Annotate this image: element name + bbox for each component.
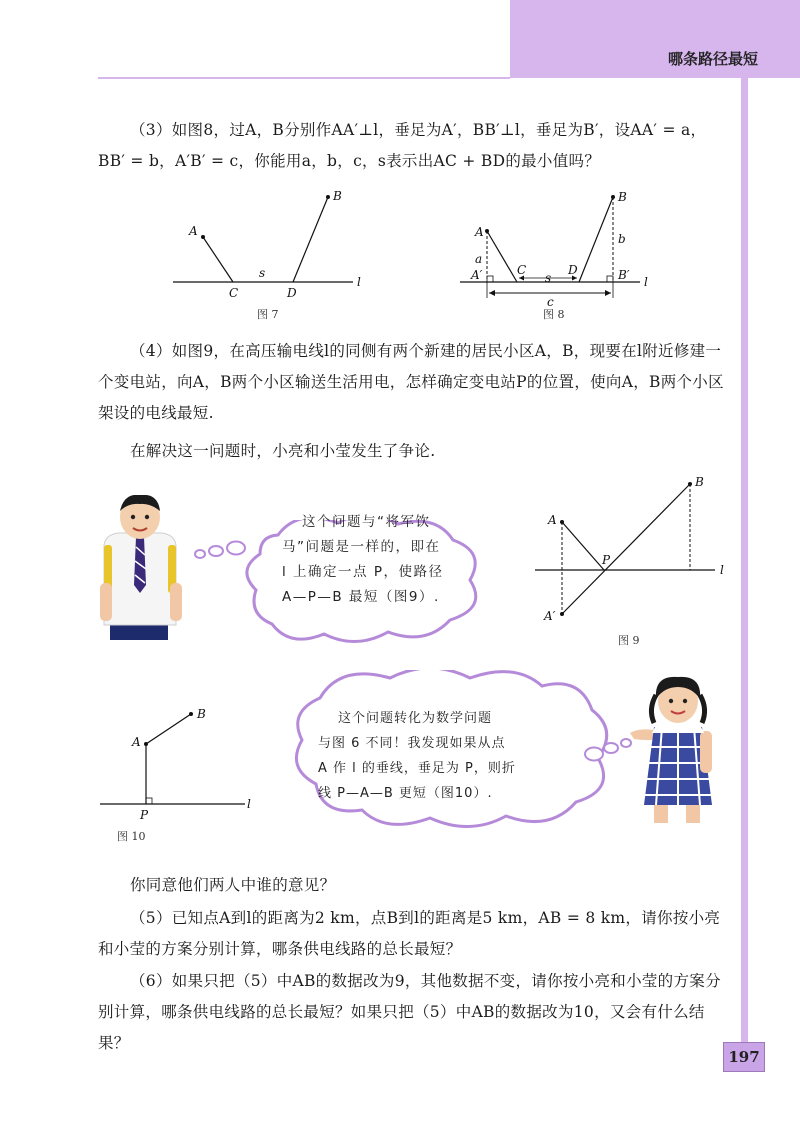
figure-8 [455,185,665,325]
cloud-line: 与图 6 不同！我发现如果从点 [318,736,506,751]
fig7-label-a: A [189,224,198,238]
cloud-text-xiaoliang [282,510,512,610]
cloud-line: 马”问题是一样的，即在 [282,539,441,555]
paragraph-question-3: （3）如图8，过A，B分别作AA′⊥l，垂足为A′，BB′⊥l，垂足为B′，设AA′ = a，BB′ = b，A′B′ = c，你能用a，b，c，s表示出AC + BD的最小值吗？ [98,121,707,170]
fig9-label-a-prime: A′ [544,609,556,623]
fig8-label-b-prime: B′ [618,268,630,282]
fig9-caption: 图 9 [618,634,640,647]
fig9-label-l: l [720,563,724,577]
paragraph-agree-question: 你同意他们两人中谁的意见？ [130,876,336,894]
fig10-label-b: B [197,707,206,721]
cloud-line: 线 P—A—B 更短（图10）. [318,786,493,801]
fig8-label-small-a: a [475,252,483,266]
fig7-label-b: B [333,189,342,203]
girl-xiaoying-illustration [630,675,730,823]
fig7-label-c: C [229,286,239,300]
fig8-label-d: D [568,263,578,277]
paragraph-dispute: 在解决这一问题时，小亮和小莹发生了争论. [130,442,436,460]
fig8-label-l: l [644,275,648,289]
fig8-label-c: C [517,263,527,277]
fig9-label-a: A [548,513,557,527]
boy-xiaoliang-illustration [100,495,182,640]
cloud-text-xiaoying [318,706,606,806]
figure-10 [95,700,265,850]
paragraph-question-6: （6）如果只把（5）中AB的数据改为9，其他数据不变，请你按小亮和小莹的方案分别计算，哪条供电线路的总长最短？如果只把（5）中AB的数据改为10，又会有什么结果？ [98,972,721,1052]
fig7-label-s: s [259,266,266,280]
cloud-line: l 上确定一点 P，使路径 [282,564,444,580]
fig8-label-s: s [545,271,552,285]
fig8-label-a-prime: A′ [471,268,483,282]
fig10-label-a: A [132,735,141,749]
cloud-line: A—P—B 最短（图9）. [282,589,440,605]
cloud-line: A 作 l 的垂线，垂足为 P，则折 [318,761,516,776]
fig10-label-p: P [140,808,149,822]
fig10-label-l: l [247,797,251,811]
fig7-caption: 图 7 [257,308,279,321]
fig8-label-b: B [618,190,627,204]
fig10-caption: 图 10 [117,830,146,843]
figure-7 [165,185,375,325]
fig8-label-small-b: b [618,232,626,246]
fig8-label-a: A [475,225,484,239]
header-rule [98,77,510,79]
fig7-label-d: D [287,286,297,300]
fig8-label-small-c: c [547,295,554,309]
fig9-label-b: B [695,475,704,489]
fig7-label-l: l [357,275,361,289]
chapter-title: 哪条路径最短 [667,50,758,68]
fig9-label-p: P [602,553,611,567]
page-number: 197 [723,1042,765,1072]
paragraph-question-5: （5）已知点A到l的距离为2 km，点B到l的距离是5 km，AB = 8 km，请你按小亮和小莹的方案分别计算，哪条供电线路的总长最短？ [98,909,721,958]
cloud-line: 这个问题与“将军饮 [302,514,431,530]
paragraph-question-4: （4）如图9，在高压输电线l的同侧有两个新建的居民小区A，B，现要在l附近修建一个变电站，向A，B两个小区输送生活用电，怎样确定变电站P的位置，使向A，B两个小区架设的电线最短. [98,342,724,422]
cloud-line: 这个问题转化为数学问题 [338,711,493,726]
fig8-caption: 图 8 [543,308,565,321]
figure-9 [530,470,745,655]
